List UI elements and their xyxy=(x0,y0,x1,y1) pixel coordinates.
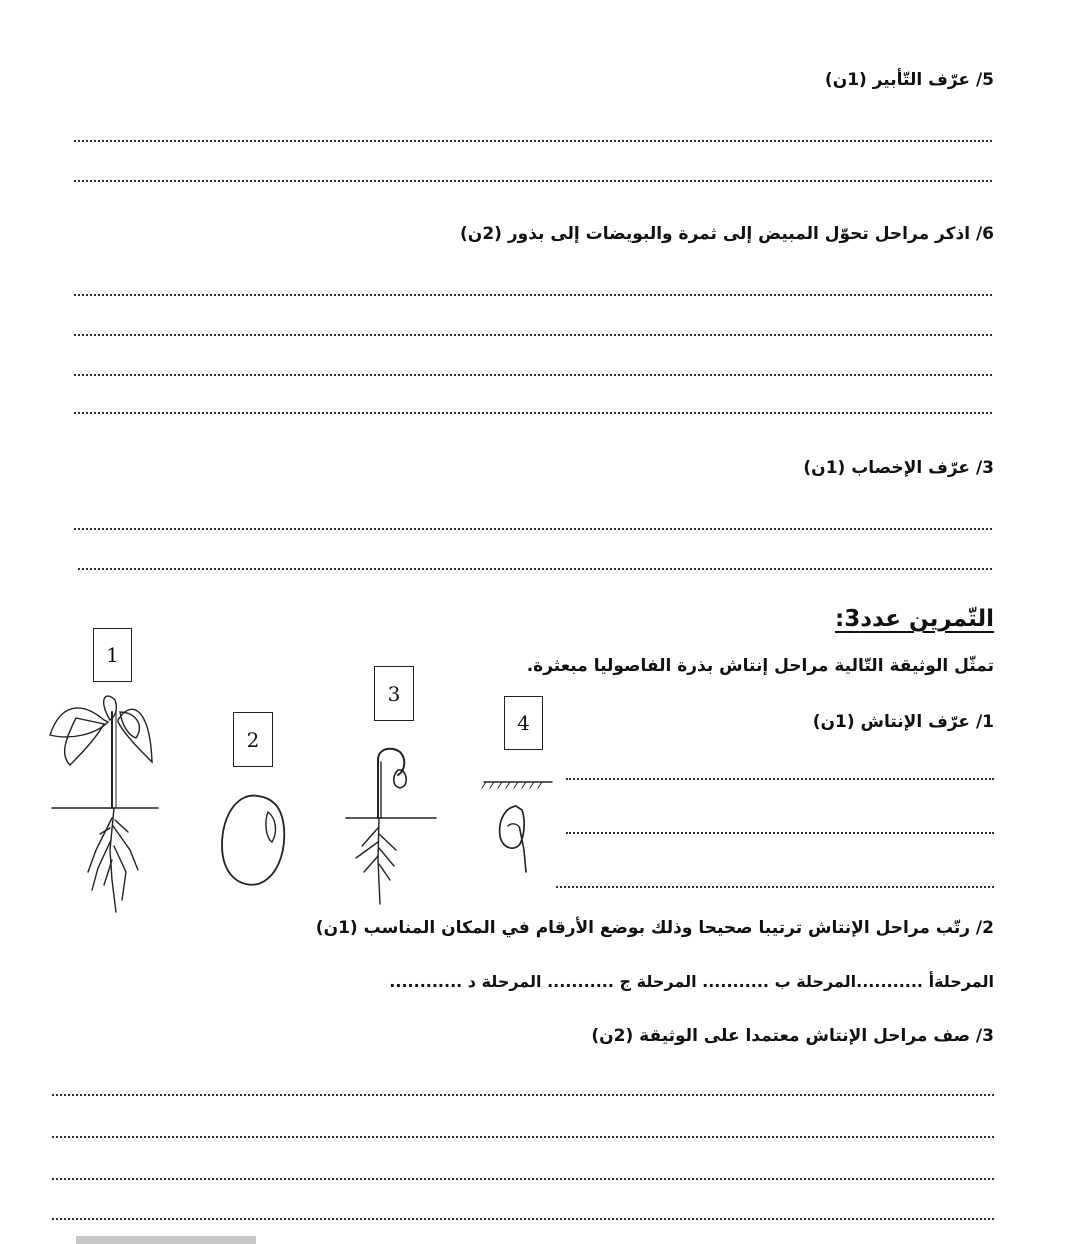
figure-label-3: 3 xyxy=(374,666,414,721)
stages-fill-line[interactable]: المرحلةأ ...........المرحلة ب ........... المرحلة ج ........... المرحلة د ............ xyxy=(389,972,994,991)
exercise-3-intro: تمثّل الوثيقة التّالية مراحل إنتاش بذرة الفاصوليا مبعثرة. xyxy=(526,656,994,676)
plant-stage-3 xyxy=(346,749,436,904)
figure-label-1: 1 xyxy=(93,628,132,682)
question-1-germination: 1/ عرّف الإنتاش (1ن) xyxy=(812,712,994,732)
question-3-fertilization: 3/ عرّف الإخصاب (1ن) xyxy=(803,458,994,478)
seed-stage-2 xyxy=(222,796,284,885)
question-5: 5/ عرّف التّأبير (1ن) xyxy=(824,70,994,90)
seed-stage-4 xyxy=(482,782,552,872)
question-3-describe: 3/ صف مراحل الإنتاش معتمدا على الوثيقة (2ن) xyxy=(591,1026,994,1046)
question-6: 6/ اذكر مراحل تحوّل المبيض إلى ثمرة والبويضات إلى بذور (2ن) xyxy=(460,224,994,244)
question-2-order: 2/ رتّب مراحل الإنتاش ترتيبا صحيحا وذلك بوضع الأرقام في المكان المناسب (1ن) xyxy=(315,918,994,938)
figure-label-2: 2 xyxy=(233,712,273,767)
figure-label-4: 4 xyxy=(504,696,543,750)
page-scroll-indicator xyxy=(76,1236,256,1244)
exercise-3-title: التّمرين عدد3: xyxy=(835,606,994,632)
plant-stage-1 xyxy=(50,696,158,912)
